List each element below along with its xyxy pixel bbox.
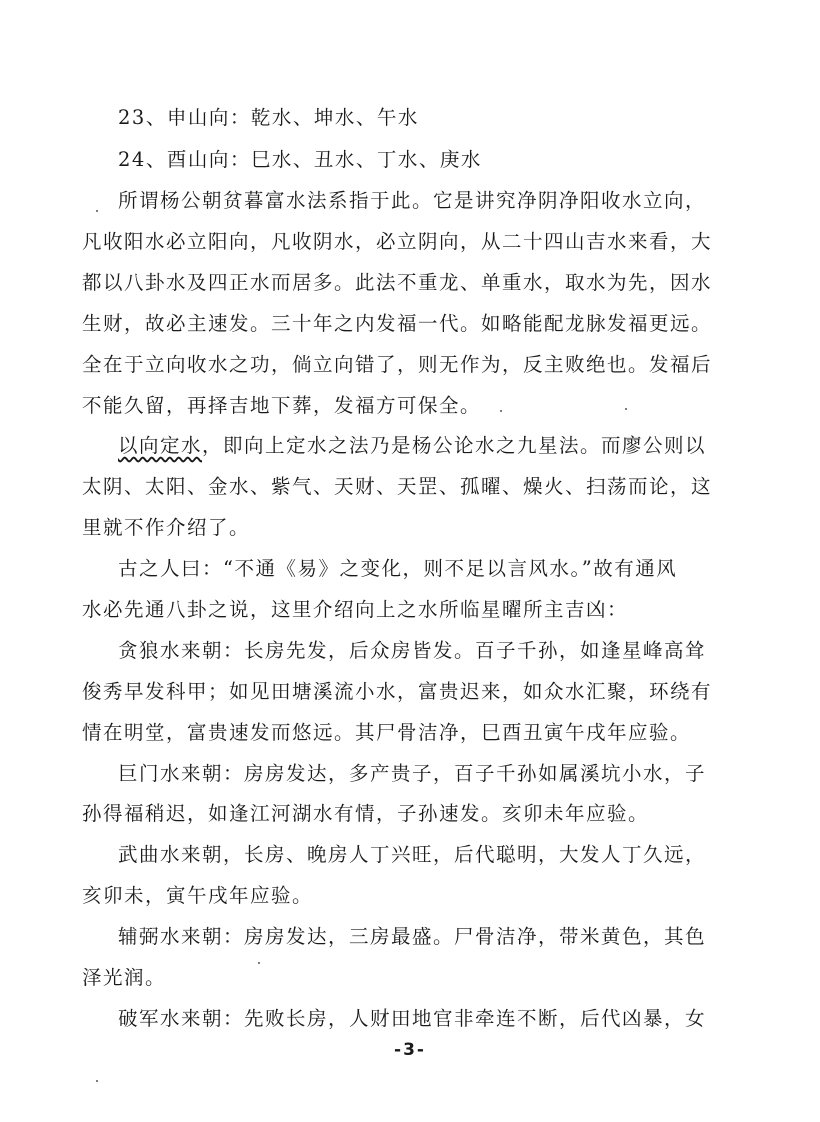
text-line-19: 武曲水来朝，长房、晚房人丁兴旺，后代聪明，大发人丁久远， [118,843,707,866]
text-line-13: 水必先通八卦之说，这里介绍向上之水所临星曜所主吉凶： [82,598,629,621]
scan-speck [625,408,627,410]
page-number: -3- [394,1040,426,1060]
text-line-6: 生财，故必主速发。三十年之内发福一代。如略能配龙脉发福更远。 [82,312,713,335]
text-line-22: 泽光润。 [82,966,167,989]
text-line-15: 俊秀早发科甲；如见田塘溪流小水，富贵迟来，如众水汇聚，环绕有 [82,680,713,703]
text-line-11: 里就不作介绍了。 [82,516,251,539]
text-line-7: 全在于立向收水之功，倘立向错了，则无作为，反主败绝也。发福后 [82,353,713,376]
text-line-4: 凡收阳水必立阳向，凡收阴水，必立阴向，从二十四山吉水来看，大 [82,230,713,253]
scan-speck [258,962,260,964]
text-line-12: 古之人曰：“不通《易》之变化，则不足以言风水。”故有通风 [118,557,678,580]
text-line-23: 破军水来朝：先败长房，人财田地官非牵连不断，后代凶暴，女 [118,1007,707,1030]
text-line-2: 24、酉山向：巳水、丑水、丁水、庚水 [118,148,482,171]
text-line-9-rest: ，即向上定水之法乃是杨公论水之九星法。而廖公则以 [202,434,707,457]
text-line-21: 辅弼水来朝：房房发达，三房最盛。尸骨洁净，带米黄色，其色 [118,925,707,948]
text-line-10: 太阴、太阳、金水、紫气、天财、天罡、孤曜、燥火、扫荡而论，这 [82,475,713,498]
text-line-3: 所谓杨公朝贫暮富水法系指于此。它是讲究净阴净阳收水立向， [118,189,707,212]
text-line-16: 情在明堂，富贵速发而悠远。其尸骨洁净，巳酉丑寅午戌年应验。 [82,721,692,744]
text-line-8: 不能久留，再择吉地下葬，发福方可保全。 [82,394,482,417]
underlined-phrase: 以向定水 [118,434,203,457]
scan-speck [96,210,98,212]
text-line-1: 23、申山向：乾水、坤水、午水 [118,106,419,129]
text-line-9 [118,432,778,460]
scan-speck [96,1080,98,1082]
text-line-18: 孙得福稍迟，如逢江河湖水有情，子孙速发。亥卯未年应验。 [82,802,650,825]
text-line-20: 亥卯未，寅午戌年应验。 [82,884,314,907]
text-line-17: 巨门水来朝：房房发达，多产贵子，百子千孙如属溪坑小水，子 [118,762,707,785]
text-line-14: 贪狼水来朝：长房先发，后众房皆发。百子千孙，如逢星峰高耸 [118,639,707,662]
text-line-5: 都以八卦水及四正水而居多。此法不重龙、单重水，取水为先，因水 [82,271,713,294]
scan-speck [500,410,502,412]
